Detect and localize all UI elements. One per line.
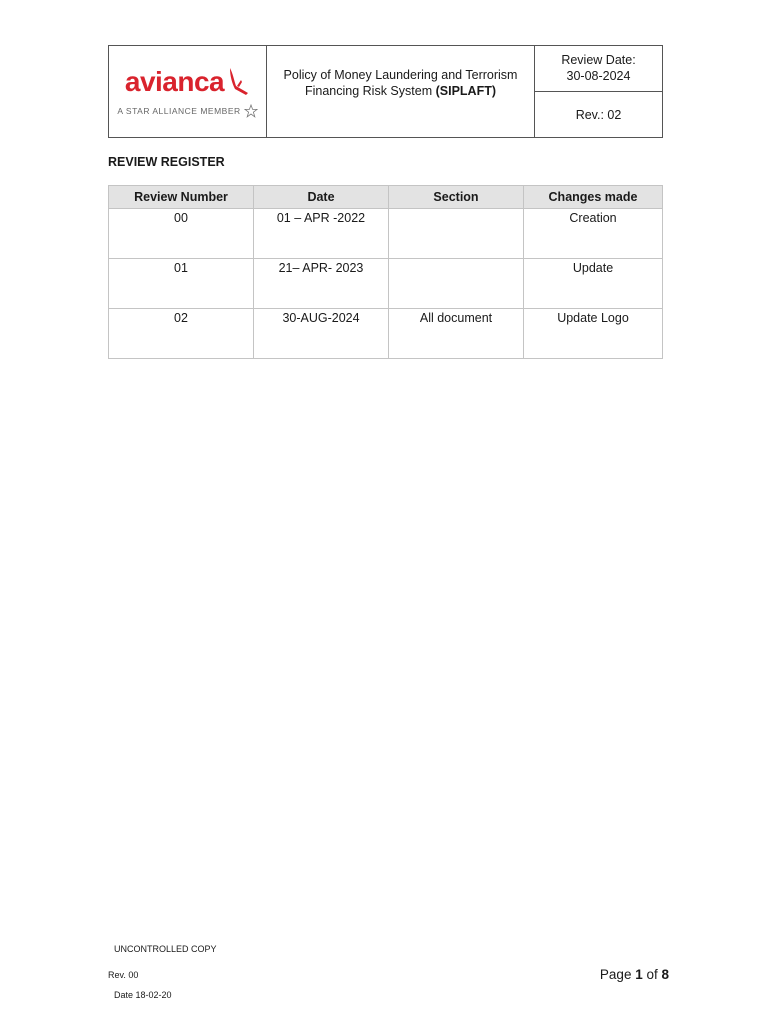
logo-tagline-row bbox=[117, 104, 257, 118]
review-register-table bbox=[108, 185, 663, 359]
cell-section: All document bbox=[389, 309, 524, 359]
cell-date: 01 – APR -2022 bbox=[254, 209, 389, 259]
table-header-row bbox=[109, 186, 663, 209]
column-header-section: Section bbox=[389, 186, 524, 209]
review-date-value: 30-08-2024 bbox=[566, 69, 631, 83]
table-row bbox=[109, 259, 663, 309]
document-title: Policy of Money Laundering and Terrorism Financing Risk System (SIPLAFT) bbox=[283, 68, 518, 98]
logo-wordmark: avianca bbox=[124, 65, 225, 97]
table-row bbox=[109, 209, 663, 259]
section-title: REVIEW REGISTER bbox=[108, 155, 225, 169]
revision-number: Rev.: 02 bbox=[575, 107, 622, 122]
cell-changes: Creation bbox=[524, 209, 663, 259]
logo-tagline: A STAR ALLIANCE MEMBER bbox=[117, 105, 241, 116]
cell-changes: Update bbox=[524, 259, 663, 309]
page-total: 8 bbox=[661, 967, 669, 982]
footer-date: Date 18-02-20 bbox=[114, 990, 172, 1000]
cell-review-number: 00 bbox=[109, 209, 254, 259]
cell-review-number: 02 bbox=[109, 309, 254, 359]
page-current: 1 bbox=[635, 967, 643, 982]
column-header-date: Date bbox=[254, 186, 389, 209]
column-header-changes-made: Changes made bbox=[524, 186, 663, 209]
cell-date: 30-AUG-2024 bbox=[254, 309, 389, 359]
logo-cell bbox=[109, 46, 267, 137]
uncontrolled-copy-notice: UNCONTROLLED COPY bbox=[114, 944, 217, 954]
footer-revision: Rev. 00 bbox=[108, 970, 139, 980]
star-alliance-icon bbox=[244, 104, 258, 118]
document-header bbox=[108, 45, 663, 138]
review-info-cell bbox=[535, 46, 662, 137]
logo-bird-icon bbox=[224, 66, 250, 96]
cell-date: 21– APR- 2023 bbox=[254, 259, 389, 309]
document-title-acronym: (SIPLAFT) bbox=[435, 84, 497, 98]
review-date-box bbox=[535, 46, 662, 92]
avianca-logo bbox=[125, 66, 250, 96]
page-number: Page 1 of 8 bbox=[599, 967, 669, 982]
cell-review-number: 01 bbox=[109, 259, 254, 309]
document-title-cell bbox=[267, 46, 535, 137]
table-row bbox=[109, 309, 663, 359]
cell-section bbox=[389, 259, 524, 309]
column-header-review-number: Review Number bbox=[109, 186, 254, 209]
review-date-label: Review Date: bbox=[561, 53, 636, 67]
cell-changes: Update Logo bbox=[524, 309, 663, 359]
cell-section bbox=[389, 209, 524, 259]
